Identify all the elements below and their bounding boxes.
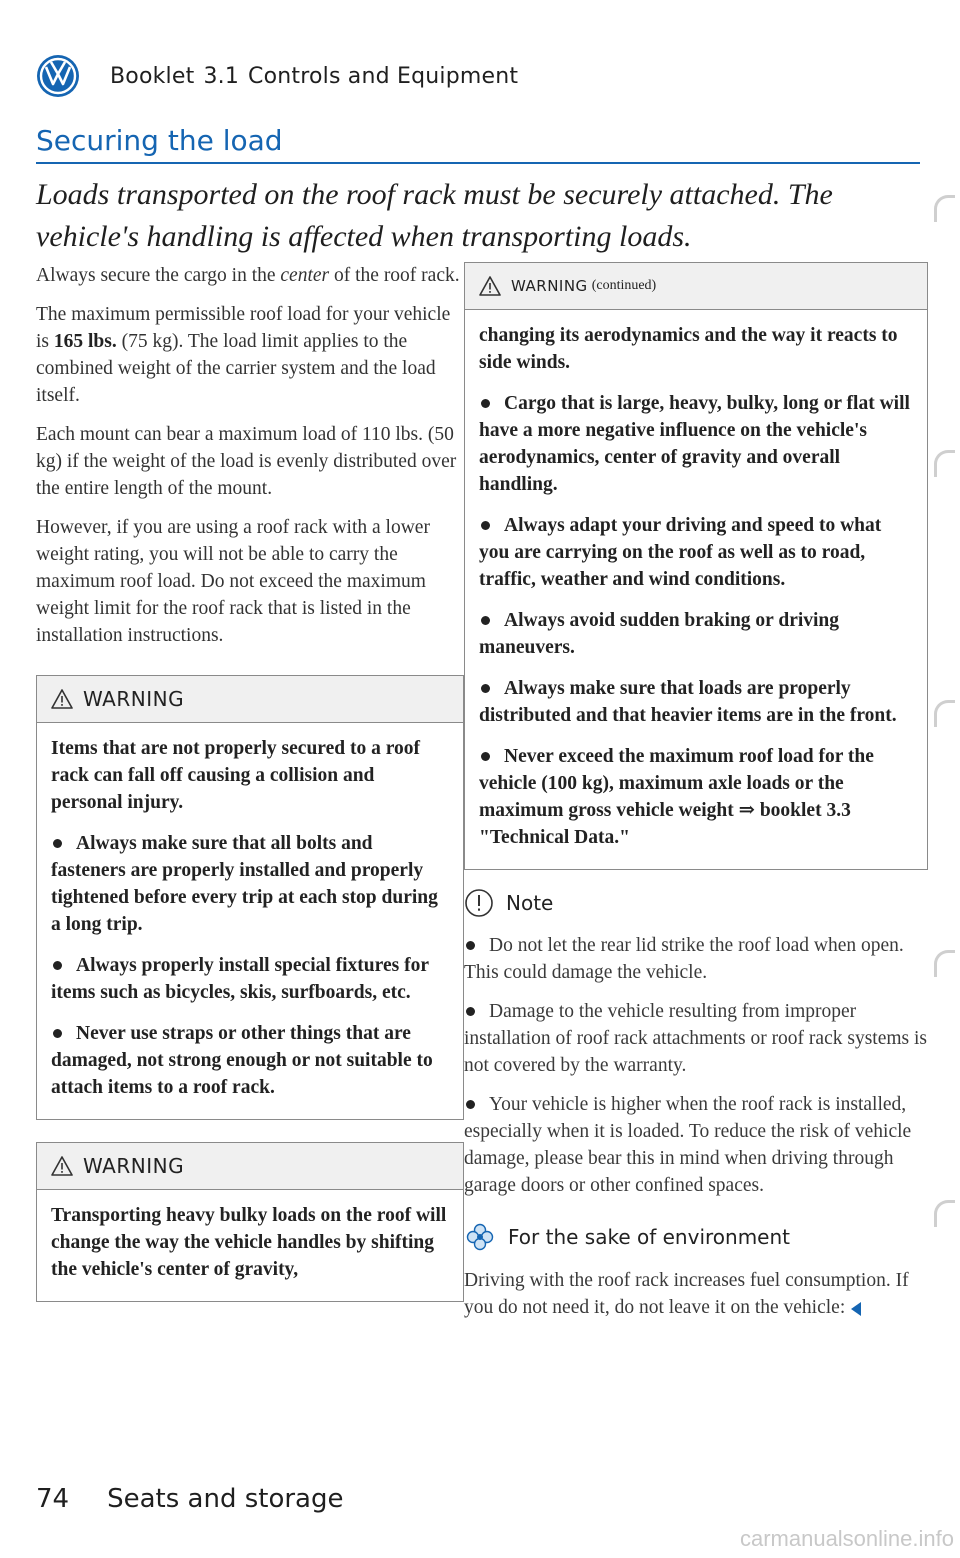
- page-footer: [36, 1484, 343, 1514]
- text-run: (75 kg). The load limit applies to the combined weight of the carrier system and the load itself.: [36, 331, 436, 406]
- warning-lead: Items that are not properly secured to a roof rack can fall off causing a collision and personal injury.: [51, 738, 421, 813]
- warning-continued-label: (continued): [591, 278, 657, 293]
- text-run: The maximum permissible roof load for your vehicle is: [36, 304, 451, 352]
- margin-mark: [934, 450, 955, 477]
- warning-bullet: [479, 675, 913, 729]
- bullet-icon: [53, 839, 62, 848]
- bullet-icon: [481, 521, 490, 530]
- bullet-text: Cargo that is large, heavy, bulky, long or flat will have a more negative influence on the vehicle's aerodynamics, center of gravity and overall handling.: [479, 393, 910, 495]
- warning-header: [465, 262, 927, 310]
- bullet-text: Always properly install special fixtures for items such as bicycles, skis, surfboards, etc.: [51, 955, 429, 1003]
- environment-label: For the sake of environment: [508, 1225, 791, 1249]
- footer-title: Seats and storage: [107, 1484, 344, 1514]
- bullet-text: Always adapt your driving and speed to what you are carrying on the roof as well as to road, traffic, weather and wind conditions.: [479, 515, 882, 590]
- text-run: of the roof rack.: [329, 265, 460, 286]
- note-body: [464, 932, 928, 1199]
- warning-triangle-icon: [479, 276, 501, 296]
- warning-body: [37, 723, 463, 1119]
- warning-box-continued: [464, 262, 928, 870]
- warning-lead: changing its aerodynamics and the way it reacts to side winds.: [479, 325, 898, 373]
- warning-triangle-icon: [51, 1156, 73, 1176]
- bullet-text: Never use straps or other things that are damaged, not strong enough or not suitable to attach items to a roof rack.: [51, 1023, 433, 1098]
- warning-label: WARNING: [511, 277, 588, 295]
- bullet-text: Your vehicle is higher when the roof rack is installed, especially when it is loaded. To reduce the risk of vehicle damage, please bear this in mind when driving through garage doors or other confined spaces.: [464, 1094, 912, 1196]
- text-run: Driving with the roof rack increases fuel consumption. If you do not need it, do not leave it on the vehicle:: [464, 1270, 909, 1318]
- bullet-icon: [481, 684, 490, 693]
- page-number: 74: [36, 1484, 70, 1514]
- warning-bullet: [51, 830, 449, 938]
- watermark: carmanualsonline.info: [739, 1526, 954, 1551]
- warning-header: [37, 675, 463, 723]
- environment-text: [464, 1267, 928, 1321]
- margin-mark: [934, 1200, 955, 1227]
- booklet-title: Controls and Equipment: [248, 63, 519, 89]
- warning-body: [465, 310, 927, 869]
- note-bullet: [464, 1091, 928, 1199]
- warning-header: [37, 1142, 463, 1190]
- paragraph-max-roof-load: [36, 301, 464, 409]
- booklet-heading: [110, 64, 518, 89]
- note-label: Note: [506, 891, 554, 915]
- warning-body: [37, 1190, 463, 1301]
- environment-flower-icon: [464, 1221, 496, 1253]
- environment-body: [464, 1267, 928, 1321]
- intro-text: Loads transported on the roof rack must be securely attached. The vehicle's handling is affected when transporting loads.: [36, 178, 833, 253]
- warning-bullet: [479, 743, 913, 851]
- warning-box-1: [36, 675, 464, 1120]
- environment-header: [464, 1221, 928, 1253]
- left-column: [36, 262, 464, 1320]
- right-column: [464, 262, 928, 1333]
- booklet-label: Booklet: [110, 63, 195, 89]
- margin-mark: [934, 195, 955, 222]
- warning-bullet: [479, 512, 913, 593]
- title-divider: [36, 162, 920, 164]
- warning-triangle-icon: [51, 689, 73, 709]
- info-note-icon: [464, 888, 494, 918]
- bullet-icon: [53, 961, 62, 970]
- page-header: [36, 52, 518, 100]
- bold-load-value: 165 lbs.: [53, 331, 117, 352]
- bullet-text: Do not let the rear lid strike the roof load when open. This could damage the vehicle.: [464, 935, 904, 983]
- bullet-text: Damage to the vehicle resulting from improper installation of roof rack attachments or roof rack systems is not covered by the warranty.: [464, 1001, 927, 1076]
- vw-logo-icon: [36, 54, 80, 98]
- paragraph-mount-load: Each mount can bear a maximum load of 110 lbs. (50 kg) if the weight of the load is evenly distributed over the entire length of the mount.: [36, 424, 457, 499]
- note-bullet: [464, 998, 928, 1079]
- bullet-text: Never exceed the maximum roof load for the vehicle (100 kg), maximum axle loads or the maximum gross vehicle weight ⇒ booklet 3.3 "Technical Data.": [479, 746, 874, 848]
- warning-label: WARNING: [83, 687, 185, 711]
- paragraph-lower-rating: However, if you are using a roof rack with a lower weight rating, you will not be able to carry the maximum roof load. Do not exceed the maximum weight limit for the roof rack that is listed in the installation instructions.: [36, 517, 430, 646]
- section-end-icon: [851, 1302, 861, 1316]
- note-bullet: [464, 932, 928, 986]
- text-run: Always secure the cargo in the: [36, 265, 281, 286]
- warning-bullet: [51, 952, 449, 1006]
- bullet-text: Always make sure that loads are properly distributed and that heavier items are in the front.: [479, 678, 897, 726]
- bullet-icon: [466, 1007, 475, 1016]
- bullet-icon: [481, 752, 490, 761]
- bullet-icon: [466, 941, 475, 950]
- bullet-icon: [481, 399, 490, 408]
- bullet-icon: [53, 1029, 62, 1038]
- warning-bullet: [51, 1020, 449, 1101]
- booklet-number: 3.1: [203, 63, 240, 89]
- bullet-icon: [481, 616, 490, 625]
- warning-box-2: [36, 1142, 464, 1302]
- bullet-text: Always avoid sudden braking or driving maneuvers.: [479, 610, 840, 658]
- warning-bullet: [479, 607, 913, 661]
- warning-label: WARNING: [83, 1154, 185, 1178]
- note-header: [464, 888, 928, 918]
- bullet-icon: [466, 1100, 475, 1109]
- section-title: Securing the load: [36, 124, 283, 157]
- warning-lead: Transporting heavy bulky loads on the roof will change the way the vehicle handles by shifting the vehicle's center of gravity,: [51, 1205, 447, 1280]
- paragraph-center-cargo: [36, 262, 464, 289]
- bullet-text: Always make sure that all bolts and fasteners are properly installed and properly tightened before every trip at each stop during a long trip.: [51, 833, 438, 935]
- warning-bullet: [479, 390, 913, 498]
- margin-mark: [934, 950, 955, 977]
- emphasis-center: center: [280, 265, 330, 286]
- margin-mark: [934, 700, 955, 727]
